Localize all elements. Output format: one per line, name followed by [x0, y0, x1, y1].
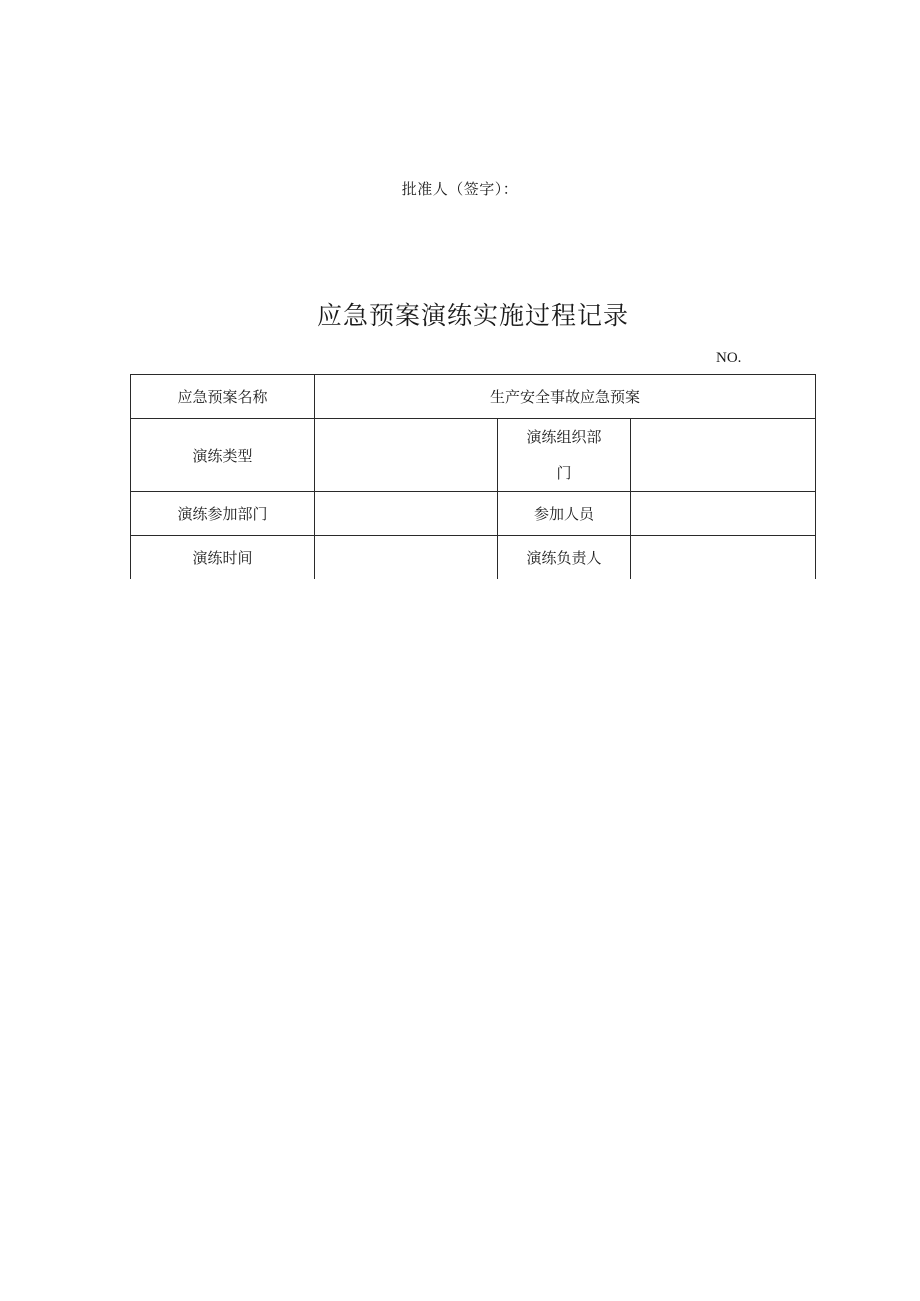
organizing-dept-label — [498, 419, 631, 492]
document-title: 应急预案演练实施过程记录 — [316, 301, 629, 330]
drill-type-label: 演练类型 — [131, 419, 315, 492]
approver-signature-label: 批准人（签字）： — [401, 180, 519, 198]
drill-time-value[interactable] — [315, 536, 498, 579]
participating-dept-value[interactable] — [315, 492, 498, 536]
table-row-participating-dept — [131, 492, 816, 536]
record-number-label: NO. — [716, 350, 742, 366]
drill-leader-value[interactable] — [631, 536, 816, 579]
organizing-dept-label-line1: 演练组织部 — [526, 428, 602, 446]
table-row-drill-time — [131, 536, 816, 579]
plan-name-label: 应急预案名称 — [131, 375, 315, 419]
participants-label: 参加人员 — [498, 492, 631, 536]
table-row-plan-name — [131, 375, 816, 419]
participating-dept-label: 演练参加部门 — [131, 492, 315, 536]
drill-record-table — [130, 374, 816, 579]
participants-value[interactable] — [631, 492, 816, 536]
organizing-dept-label-line2: 门 — [556, 464, 572, 482]
plan-name-value[interactable]: 生产安全事故应急预案 — [315, 375, 816, 419]
drill-time-label: 演练时间 — [131, 536, 315, 579]
drill-type-value[interactable] — [315, 419, 498, 492]
organizing-dept-value[interactable] — [631, 419, 816, 492]
table-row-drill-type — [131, 419, 816, 492]
drill-leader-label: 演练负责人 — [498, 536, 631, 579]
